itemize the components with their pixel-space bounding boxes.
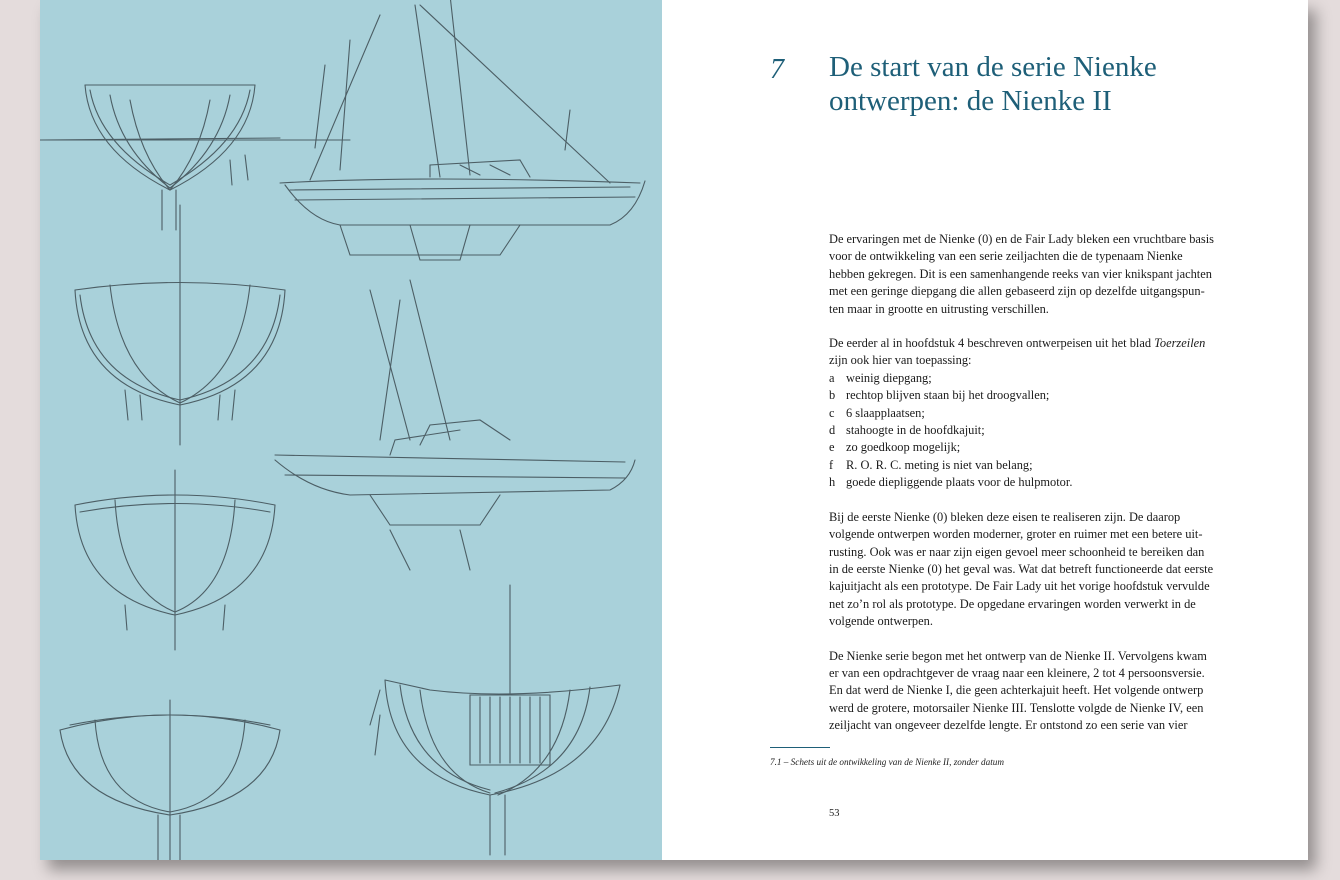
chapter-number: 7 [770,54,784,85]
book-spread [40,0,1308,860]
text-line: volgende ontwerpen worden moderner, groter en ruimer met een betere uit- [829,527,1203,542]
chapter-title [829,50,1249,118]
text-line: werd de grotere, motorsailer Nienke III. Tenslotte volgde de Nienke IV, een [829,700,1204,715]
paragraph [829,335,1254,370]
chapter-title-line: De start van de serie Nienke [829,51,1157,83]
list-letter: a [829,370,835,385]
text-line: volgende ontwerpen. [829,614,933,629]
requirements-list [829,370,1254,492]
text-line: De Nienke serie begon met het ontwerp van de Nienke II. Vervolgens kwam [829,648,1207,663]
list-item [829,422,1254,439]
hull-section-sketch [75,205,285,445]
boat-sketches-image [40,0,662,860]
figure-caption: 7.1 – Schets uit de ontwikkeling van de Nienke II, zonder datum [770,757,1004,767]
text-line: zeiljacht van ongeveer dezelfde lengte. Er ontstond zo een serie van vier [829,718,1188,733]
paragraph [829,509,1254,631]
list-item [829,370,1254,387]
text-line [829,335,1254,352]
list-text: R. O. R. C. meting is niet van belang; [846,457,1033,472]
list-letter: c [829,405,835,420]
list-letter: h [829,475,836,490]
list-item [829,439,1254,456]
list-text: weinig diepgang; [846,370,932,385]
text-line: met een geringe diepgang die allen gebaseerd zijn op dezelfde uitgangspun- [829,284,1205,299]
chapter-title-line: ontwerpen: de Nienke II [829,85,1112,117]
magazine-title: Toerzeilen [1154,336,1206,351]
list-letter: b [829,388,836,403]
list-item [829,474,1254,491]
text-line: net zo’n rol als prototype. De opgedane ervaringen worden verwerkt in de [829,596,1196,611]
list-letter: d [829,423,836,438]
list-letter: e [829,440,835,455]
list-text: goede diepliggende plaats voor de hulpmotor. [846,475,1073,490]
hull-section-sketch [75,470,275,650]
text-page [662,0,1308,860]
list-letter: f [829,457,834,472]
text-line: er van een opdrachtgever de vraag naar een kleinere, 2 tot 4 persoonsversie. [829,665,1205,680]
text-line: in de eerste Nienke (0) het geval was. Wat dat betreft functioneerde dat eerste [829,561,1214,576]
hull-section-sketch [60,700,280,860]
sketch-page [40,0,662,860]
paragraph [829,648,1254,735]
hull-perspective-sketch [370,585,620,855]
text-line: rusting. Ook was er naar zijn eigen gevoel meer schoonheid te bereiken dan [829,544,1205,559]
text-line: Bij de eerste Nienke (0) bleken deze eisen te realiseren zijn. De daarop [829,509,1181,524]
text-line: En dat werd de Nienke I, die geen achterkajuit heeft. Het volgende ontwerp [829,683,1204,698]
list-text: rechtop blijven staan bij het droogvallen; [846,388,1050,403]
hull-section-sketch [40,85,350,230]
list-text: zo goedkoop mogelijk; [846,440,961,455]
list-item [829,387,1254,404]
text-line: hebben gekregen. Dit is een samenhangende reeks van vier knikspant jachten [829,266,1212,281]
text-line: voor de ontwikkeling van een serie zeiljachten die de typenaam Nienke [829,249,1183,264]
list-text: stahoogte in de hoofdkajuit; [846,423,985,438]
text-line: De ervaringen met de Nienke (0) en de Fair Lady bleken een vruchtbare basis [829,232,1214,246]
text-run: De eerder al in hoofdstuk 4 beschreven ontwerpeisen uit het blad [829,336,1155,351]
paragraph [829,231,1254,318]
text-line: kajuitjacht als een prototype. De Fair Lady uit het vorige hoofdstuk vervulde [829,579,1210,594]
text-line: ten maar in grootte en uitrusting verschillen. [829,301,1049,316]
yacht-profile-sketch [280,0,645,260]
page-number: 53 [829,808,840,819]
yacht-profile-sketch [275,280,635,570]
list-item [829,457,1254,474]
text-line: zijn ook hier van toepassing: [829,353,972,368]
caption-rule [770,747,830,748]
list-item [829,405,1254,422]
list-text: 6 slaapplaatsen; [846,405,925,420]
body-text [829,231,1254,752]
